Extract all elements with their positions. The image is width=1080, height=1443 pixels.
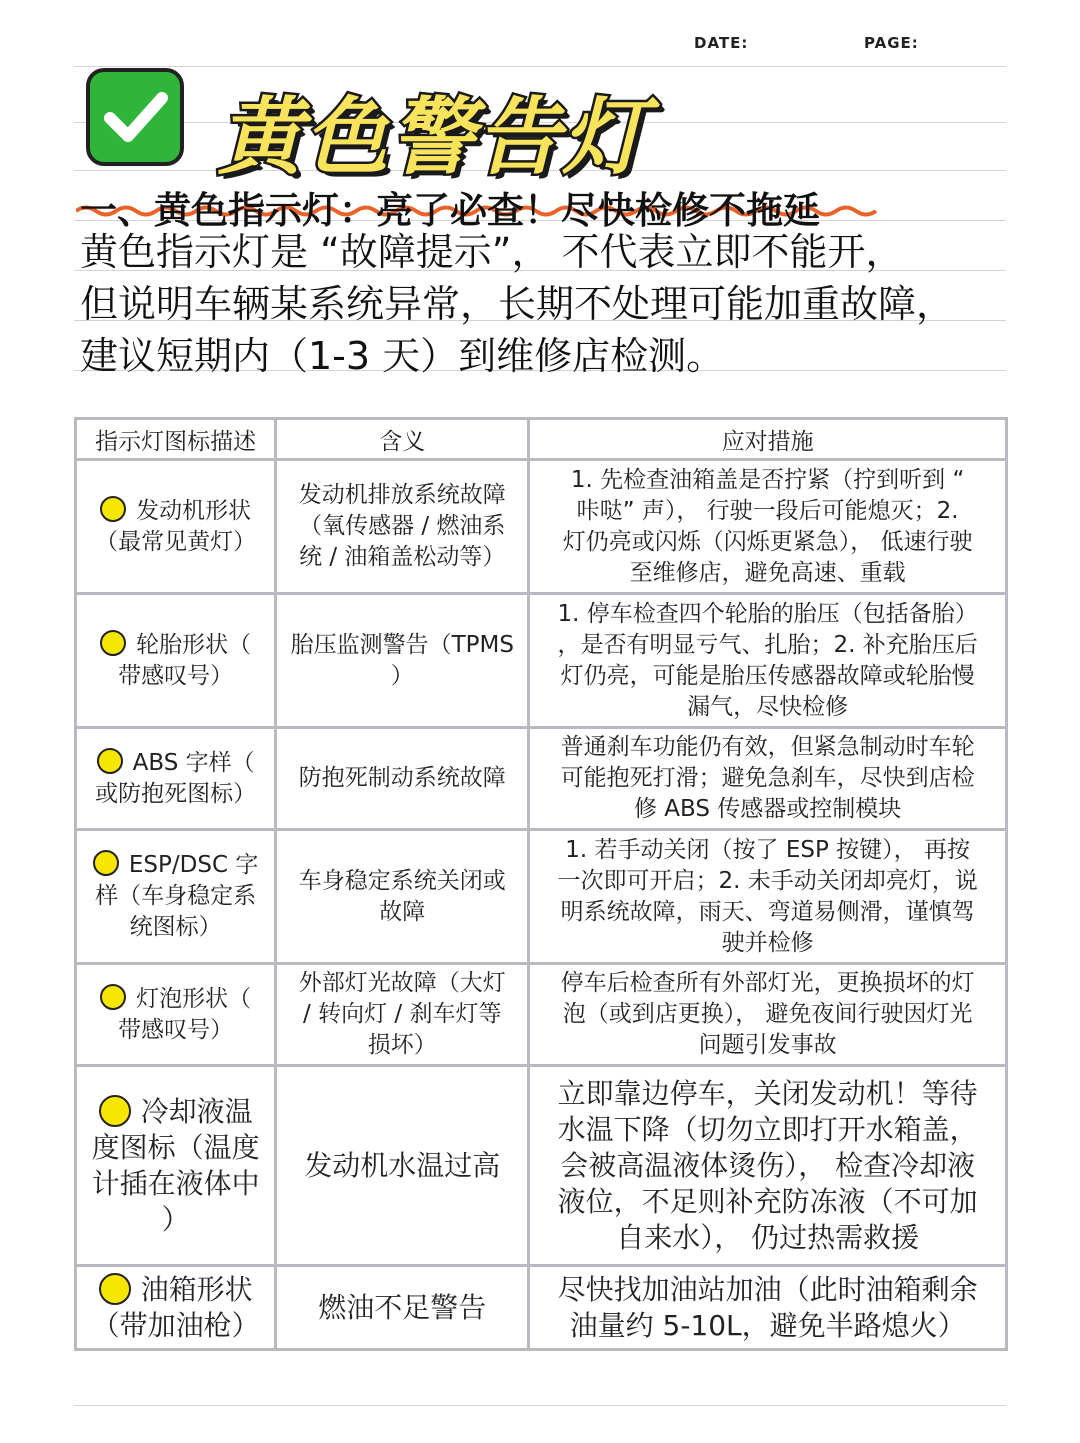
action-text: 停车后检查所有外部灯光，更换损坏的灯 [560, 970, 975, 996]
action-text: 明系统故障，雨天、弯道易侧滑，谨慎驾 [560, 898, 975, 925]
yellow-indicator-icon [100, 496, 126, 522]
table-header-row [76, 419, 1007, 460]
meaning-cell [276, 460, 529, 594]
action-cell [529, 460, 1007, 594]
page-title: 黄色警告灯 [218, 88, 649, 186]
intro-paragraph [80, 226, 1010, 382]
action-text: 问题引发事故 [698, 1032, 837, 1058]
action-cell [529, 830, 1007, 964]
action-text: 至维修店，避免高速、重载 [629, 559, 906, 586]
action-text: 可能抱死打滑；避免急刹车，尽快到店检 [560, 765, 975, 791]
check-icon [86, 68, 184, 166]
icon-description-cell [76, 830, 276, 964]
meaning-text: 燃油不足警告 [318, 1290, 487, 1324]
action-cell [529, 728, 1007, 830]
intro-line: 黄色指示灯是 “故障提示”， 不代表立即不能开， [80, 230, 904, 274]
icon-description-text: 轮胎形状（ [136, 631, 252, 658]
ruled-line [74, 1405, 1006, 1406]
action-text: 水温下降（切勿立即打开水箱盖， [557, 1112, 978, 1146]
icon-description-cell [76, 964, 276, 1066]
action-text: 1. 先检查油箱盖是否拧紧（拧到听到 “ [570, 466, 965, 493]
meaning-text: 防抱死制动系统故障 [298, 765, 506, 791]
meaning-text: 胎压监测警告（TPMS [290, 631, 514, 658]
meaning-text: 损坏） [367, 1032, 437, 1058]
action-text: 灯仍亮或闪烁（闪烁更紧急）， 低速行驶 [562, 528, 973, 555]
icon-description-cell [76, 594, 276, 728]
action-text: 1. 若手动关闭（按了 ESP 按键）， 再按 [565, 836, 970, 863]
meaning-cell [276, 1266, 529, 1350]
header-meaning: 含义 [276, 419, 529, 460]
meaning-cell [276, 728, 529, 830]
table-row [76, 830, 1007, 964]
yellow-indicator-icon [97, 748, 123, 774]
warning-light-table [74, 417, 1008, 1351]
action-cell [529, 1266, 1007, 1350]
table-row [76, 728, 1007, 830]
meaning-text: 发动机水温过高 [304, 1148, 501, 1182]
icon-description-text: （带加油枪） [91, 1308, 260, 1342]
icon-description-text: 冷却液温 [140, 1094, 253, 1128]
action-text: 液位，不足则补充防冻液（不可加 [557, 1184, 978, 1218]
icon-description-text: ） [161, 1202, 190, 1236]
action-text: 修 ABS 传感器或控制模块 [633, 796, 902, 822]
action-text: 漏气，尽快检修 [687, 693, 849, 720]
yellow-indicator-icon [99, 1095, 131, 1127]
meaning-text: / 转向灯 / 刹车灯等 [303, 1001, 502, 1027]
action-cell [529, 964, 1007, 1066]
icon-description-cell [76, 728, 276, 830]
action-text: 尽快找加油站加油（此时油箱剩余 [557, 1272, 978, 1306]
meaning-text: 外部灯光故障（大灯 [298, 970, 506, 996]
action-text: 自来水）， 仍过热需救援 [616, 1220, 920, 1254]
yellow-indicator-icon [100, 630, 126, 656]
yellow-indicator-icon [99, 1273, 131, 1305]
action-text: 会被高温液体烫伤）， 检查冷却液 [560, 1148, 976, 1182]
icon-description-text: 带感叹号） [118, 662, 234, 689]
action-cell [529, 594, 1007, 728]
header-icon-description: 指示灯图标描述 [76, 419, 276, 460]
icon-description-text: 发动机形状 [136, 497, 252, 524]
date-label: DATE: [694, 34, 749, 52]
table-row [76, 1266, 1007, 1350]
action-text: 普通刹车功能仍有效，但紧急制动时车轮 [560, 734, 975, 760]
section-heading: 一、黄色指示灯：亮了必查！尽快检修不拖延 [80, 189, 820, 232]
yellow-indicator-icon [100, 984, 126, 1010]
table-row [76, 460, 1007, 594]
intro-line: 建议短期内（1-3 天）到维修店检测。 [80, 334, 725, 378]
meaning-text: （氧传感器 / 燃油系 [299, 513, 506, 539]
meaning-text: 统 / 油箱盖松动等） [299, 544, 506, 570]
action-text: 油量约 5-10L，避免半路熄火） [569, 1308, 966, 1342]
icon-description-text: （最常见黄灯） [95, 528, 257, 555]
icon-description-text: 计插在液体中 [91, 1166, 260, 1200]
icon-description-cell [76, 1266, 276, 1350]
icon-description-cell [76, 1066, 276, 1266]
meaning-text: ） [390, 662, 414, 689]
action-text: 1. 停车检查四个轮胎的胎压（包括备胎） [557, 600, 978, 627]
table-row [76, 594, 1007, 728]
page-label: PAGE: [864, 34, 919, 52]
action-text: 咔哒” 声）， 行驶一段后可能熄灭；2. [576, 497, 959, 524]
action-text: 泡（或到店更换）， 避免夜间行驶因灯光 [562, 1001, 973, 1027]
action-text: 立即靠边停车，关闭发动机！等待 [557, 1076, 978, 1110]
icon-description-text: 带感叹号） [118, 1016, 234, 1043]
action-text: 灯仍亮，可能是胎压传感器故障或轮胎慢 [560, 662, 975, 689]
action-text: ，是否有明显亏气、扎胎；2. 补充胎压后 [557, 631, 978, 658]
ruled-line [74, 66, 1006, 67]
action-text: 一次即可开启；2. 未手动关闭却亮灯，说 [557, 867, 978, 894]
table-row [76, 1066, 1007, 1266]
icon-description-text: 灯泡形状（ [136, 985, 252, 1012]
icon-description-text: 样（车身稳定系 [95, 883, 257, 909]
action-cell [529, 1066, 1007, 1266]
meaning-cell [276, 964, 529, 1066]
icon-description-text: ABS 字样（ [132, 749, 255, 776]
icon-description-text: ESP/DSC 字 [128, 852, 259, 878]
yellow-indicator-icon [93, 850, 119, 876]
meaning-text: 故障 [379, 898, 426, 925]
meaning-text: 发动机排放系统故障 [298, 482, 506, 508]
meaning-cell [276, 594, 529, 728]
meaning-cell [276, 830, 529, 964]
icon-description-cell [76, 460, 276, 594]
icon-description-text: 或防抱死图标） [95, 780, 257, 807]
table-row [76, 964, 1007, 1066]
meaning-text: 车身稳定系统关闭或 [298, 867, 506, 894]
action-text: 驶并检修 [721, 929, 814, 956]
icon-description-text: 统图标） [129, 914, 222, 940]
title-row [86, 68, 786, 186]
header-action: 应对措施 [529, 419, 1007, 460]
icon-description-text: 度图标（温度 [91, 1130, 260, 1164]
icon-description-text: 油箱形状 [140, 1272, 253, 1306]
intro-line: 但说明车辆某系统异常，长期不处理可能加重故障， [80, 282, 955, 326]
meaning-cell [276, 1066, 529, 1266]
